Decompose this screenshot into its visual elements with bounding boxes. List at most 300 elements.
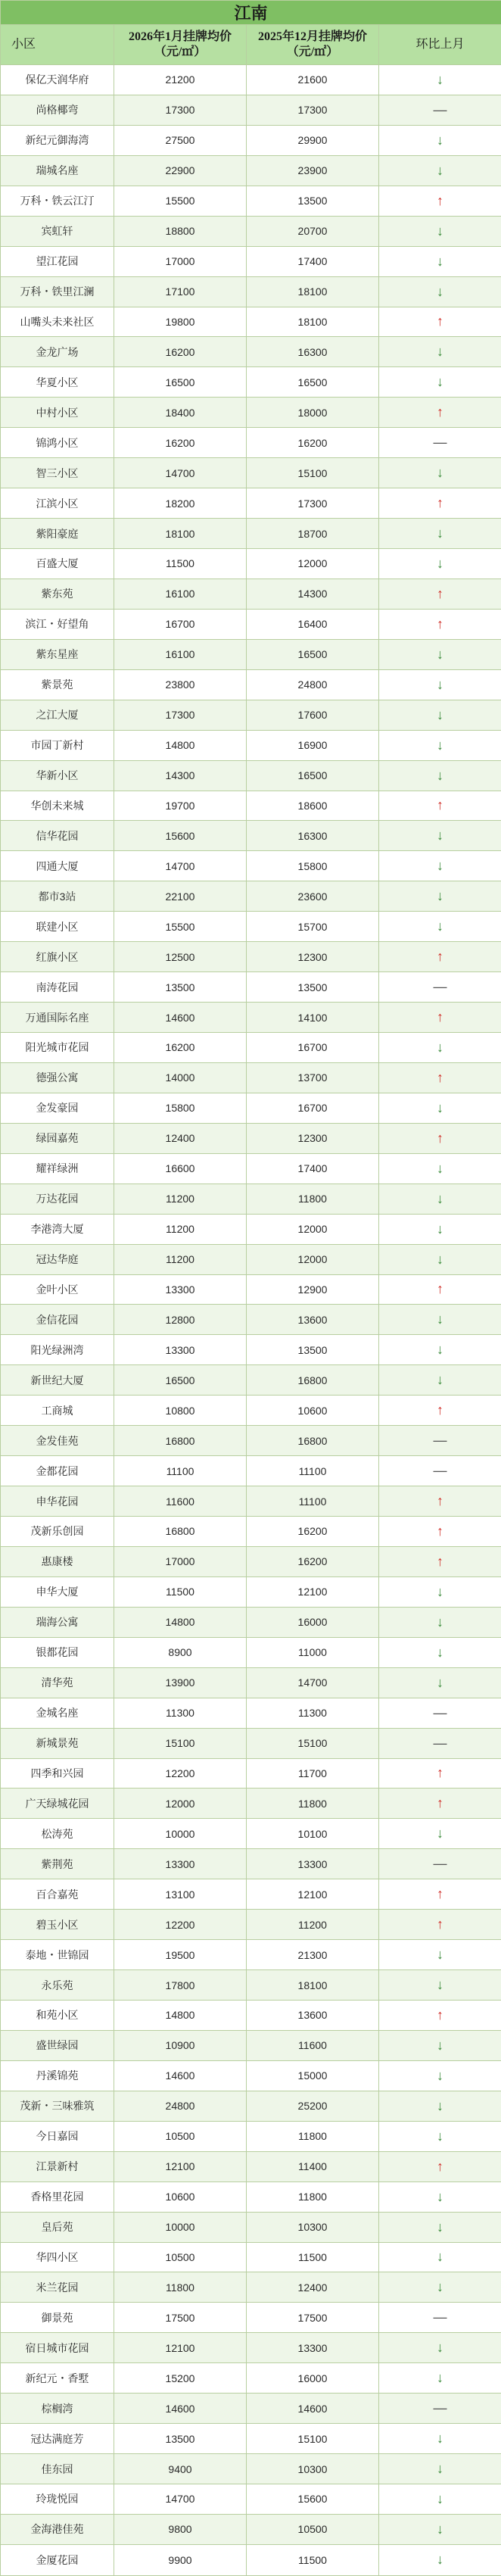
cell-dec-price: 15000 (247, 2060, 379, 2091)
cell-dec-price: 16300 (247, 821, 379, 851)
cell-trend: ↓ (379, 1576, 501, 1607)
cell-trend: ↓ (379, 1244, 501, 1274)
table-row (1, 1214, 501, 1244)
cell-dec-price: 11800 (247, 1184, 379, 1214)
cell-jan-price: 10000 (114, 1819, 247, 1849)
cell-community-name: 万科・铁里江澜 (1, 276, 114, 307)
cell-jan-price: 14600 (114, 2060, 247, 2091)
cell-trend: ↓ (379, 2060, 501, 2091)
cell-jan-price: 12200 (114, 1758, 247, 1789)
cell-jan-price: 22900 (114, 155, 247, 186)
cell-dec-price: 18700 (247, 519, 379, 549)
cell-community-name: 盛世绿园 (1, 2030, 114, 2060)
cell-dec-price: 15600 (247, 2484, 379, 2515)
cell-jan-price: 14600 (114, 1003, 247, 1033)
cell-community-name: 滨江・好望角 (1, 609, 114, 639)
cell-jan-price: 16200 (114, 428, 247, 458)
table-header-row (1, 25, 501, 65)
cell-dec-price: 11000 (247, 1637, 379, 1667)
cell-jan-price: 14800 (114, 1607, 247, 1637)
cell-jan-price: 11200 (114, 1214, 247, 1244)
table-row (1, 1274, 501, 1305)
table-row (1, 1184, 501, 1214)
cell-trend: ↓ (379, 669, 501, 700)
cell-dec-price: 10500 (247, 2514, 379, 2544)
table-row (1, 2363, 501, 2394)
cell-trend: ↓ (379, 2424, 501, 2454)
table-row (1, 246, 501, 276)
table-row (1, 549, 501, 579)
header-name: 小区 (1, 25, 114, 65)
cell-dec-price: 17400 (247, 1153, 379, 1184)
cell-jan-price: 13300 (114, 1274, 247, 1305)
cell-jan-price: 9400 (114, 2454, 247, 2484)
cell-trend: ↓ (379, 1335, 501, 1365)
cell-jan-price: 16500 (114, 367, 247, 398)
cell-dec-price: 21600 (247, 65, 379, 95)
cell-jan-price: 13100 (114, 1879, 247, 1910)
cell-trend: ↓ (379, 1184, 501, 1214)
cell-trend: ↑ (379, 1758, 501, 1789)
cell-dec-price: 10300 (247, 2212, 379, 2242)
cell-trend: ↓ (379, 2181, 501, 2212)
cell-dec-price: 16500 (247, 367, 379, 398)
cell-community-name: 佳东园 (1, 2454, 114, 2484)
table-row (1, 700, 501, 730)
cell-dec-price: 12100 (247, 1576, 379, 1607)
cell-jan-price: 19800 (114, 307, 247, 337)
cell-trend: ↑ (379, 1123, 501, 1153)
cell-community-name: 新纪元・香墅 (1, 2363, 114, 2394)
table-row (1, 579, 501, 609)
cell-trend: ↓ (379, 65, 501, 95)
cell-jan-price: 12800 (114, 1305, 247, 1335)
table-row (1, 1093, 501, 1123)
table-row (1, 760, 501, 791)
cell-trend: ↓ (379, 549, 501, 579)
table-row (1, 639, 501, 669)
cell-dec-price: 16200 (247, 1546, 379, 1576)
cell-jan-price: 13900 (114, 1667, 247, 1698)
cell-jan-price: 14700 (114, 458, 247, 488)
table-row (1, 1517, 501, 1547)
table-row (1, 2454, 501, 2484)
cell-community-name: 新城景苑 (1, 1728, 114, 1758)
cell-dec-price: 29900 (247, 125, 379, 155)
cell-community-name: 紫东苑 (1, 579, 114, 609)
cell-jan-price: 17300 (114, 700, 247, 730)
cell-dec-price: 11200 (247, 1910, 379, 1940)
cell-trend: ↑ (379, 609, 501, 639)
cell-trend: ↓ (379, 1970, 501, 2001)
cell-trend: ↓ (379, 2242, 501, 2272)
cell-trend: ↑ (379, 1789, 501, 1819)
cell-trend: ↓ (379, 2333, 501, 2363)
cell-community-name: 阳光城市花园 (1, 1033, 114, 1063)
cell-jan-price: 17100 (114, 276, 247, 307)
table-row (1, 1456, 501, 1486)
table-row (1, 2484, 501, 2515)
cell-dec-price: 11800 (247, 2181, 379, 2212)
cell-community-name: 米兰花园 (1, 2272, 114, 2303)
cell-dec-price: 11100 (247, 1486, 379, 1517)
cell-jan-price: 15100 (114, 1728, 247, 1758)
cell-dec-price: 14700 (247, 1667, 379, 1698)
cell-community-name: 丹溪锦苑 (1, 2060, 114, 2091)
table-row (1, 367, 501, 398)
cell-dec-price: 10300 (247, 2454, 379, 2484)
cell-trend: ↓ (379, 2363, 501, 2394)
header-dec-unit: （元/㎡） (286, 45, 339, 58)
cell-community-name: 金发豪园 (1, 1093, 114, 1123)
table-row (1, 1667, 501, 1698)
cell-community-name: 和苑小区 (1, 2001, 114, 2031)
cell-trend: — (379, 428, 501, 458)
cell-jan-price: 15500 (114, 912, 247, 942)
table-row (1, 912, 501, 942)
cell-trend: ↑ (379, 1879, 501, 1910)
table-row (1, 428, 501, 458)
cell-dec-price: 15800 (247, 851, 379, 881)
cell-jan-price: 16700 (114, 609, 247, 639)
cell-community-name: 江景新村 (1, 2151, 114, 2181)
cell-dec-price: 17400 (247, 246, 379, 276)
cell-community-name: 四通大厦 (1, 851, 114, 881)
cell-trend: ↓ (379, 1637, 501, 1667)
cell-dec-price: 13300 (247, 1849, 379, 1879)
cell-community-name: 冠达华庭 (1, 1244, 114, 1274)
cell-community-name: 茂新・三味雅筑 (1, 2091, 114, 2121)
cell-jan-price: 13500 (114, 972, 247, 1003)
cell-dec-price: 21300 (247, 1940, 379, 1970)
cell-trend: ↑ (379, 398, 501, 428)
cell-trend: ↑ (379, 579, 501, 609)
table-row (1, 2030, 501, 2060)
cell-jan-price: 16800 (114, 1517, 247, 1547)
cell-community-name: 御景苑 (1, 2303, 114, 2333)
table-row (1, 2303, 501, 2333)
table-row (1, 1153, 501, 1184)
cell-jan-price: 16200 (114, 337, 247, 367)
cell-dec-price: 16700 (247, 1093, 379, 1123)
cell-community-name: 市园丁新村 (1, 730, 114, 760)
cell-community-name: 华新小区 (1, 760, 114, 791)
table-row (1, 1335, 501, 1365)
table-row (1, 2091, 501, 2121)
cell-community-name: 清华苑 (1, 1667, 114, 1698)
table-row (1, 2242, 501, 2272)
cell-trend: ↓ (379, 821, 501, 851)
cell-jan-price: 12200 (114, 1910, 247, 1940)
cell-trend: ↑ (379, 1062, 501, 1093)
cell-jan-price: 23800 (114, 669, 247, 700)
cell-trend: ↓ (379, 2212, 501, 2242)
table-row (1, 1305, 501, 1335)
cell-jan-price: 13500 (114, 2424, 247, 2454)
table-row (1, 1033, 501, 1063)
cell-dec-price: 16200 (247, 428, 379, 458)
table-row (1, 2394, 501, 2424)
cell-jan-price: 15800 (114, 1093, 247, 1123)
cell-trend: — (379, 972, 501, 1003)
cell-jan-price: 10800 (114, 1396, 247, 1426)
cell-community-name: 紫阳豪庭 (1, 519, 114, 549)
cell-community-name: 阳光绿洲湾 (1, 1335, 114, 1365)
cell-jan-price: 27500 (114, 125, 247, 155)
cell-jan-price: 14800 (114, 2001, 247, 2031)
table-row (1, 276, 501, 307)
cell-jan-price: 17800 (114, 1970, 247, 2001)
cell-trend: ↓ (379, 881, 501, 912)
cell-jan-price: 11300 (114, 1698, 247, 1728)
cell-jan-price: 9800 (114, 2514, 247, 2544)
cell-jan-price: 12500 (114, 942, 247, 972)
cell-jan-price: 21200 (114, 65, 247, 95)
cell-dec-price: 17600 (247, 700, 379, 730)
table-row (1, 2151, 501, 2181)
cell-community-name: 棕榈湾 (1, 2394, 114, 2424)
cell-jan-price: 13300 (114, 1849, 247, 1879)
cell-trend: — (379, 1698, 501, 1728)
cell-dec-price: 16000 (247, 2363, 379, 2394)
cell-trend: ↓ (379, 730, 501, 760)
cell-trend: ↑ (379, 942, 501, 972)
cell-dec-price: 12900 (247, 1274, 379, 1305)
cell-dec-price: 14600 (247, 2394, 379, 2424)
cell-community-name: 泰地・世锦园 (1, 1940, 114, 1970)
cell-jan-price: 11800 (114, 2272, 247, 2303)
table-row (1, 186, 501, 216)
table-row (1, 216, 501, 246)
cell-jan-price: 11200 (114, 1244, 247, 1274)
cell-dec-price: 18100 (247, 1970, 379, 2001)
cell-community-name: 德强公寓 (1, 1062, 114, 1093)
table-row (1, 1062, 501, 1093)
cell-jan-price: 16200 (114, 1033, 247, 1063)
cell-dec-price: 16800 (247, 1365, 379, 1396)
table-row (1, 1910, 501, 1940)
table-row (1, 1396, 501, 1426)
cell-community-name: 皇后苑 (1, 2212, 114, 2242)
cell-community-name: 华夏小区 (1, 367, 114, 398)
table-row (1, 1849, 501, 1879)
cell-trend: ↓ (379, 216, 501, 246)
table-row (1, 1123, 501, 1153)
cell-dec-price: 17300 (247, 95, 379, 125)
cell-community-name: 锦鸿小区 (1, 428, 114, 458)
cell-jan-price: 14600 (114, 2394, 247, 2424)
table-row (1, 2181, 501, 2212)
cell-community-name: 金都花园 (1, 1456, 114, 1486)
cell-dec-price: 17500 (247, 2303, 379, 2333)
table-row (1, 1003, 501, 1033)
cell-dec-price: 16800 (247, 1426, 379, 1456)
cell-jan-price: 12000 (114, 1789, 247, 1819)
header-jan-label: 2026年1月挂牌均价 (128, 30, 232, 43)
cell-jan-price: 17500 (114, 2303, 247, 2333)
cell-community-name: 绿园嘉苑 (1, 1123, 114, 1153)
cell-community-name: 紫荆苑 (1, 1849, 114, 1879)
cell-community-name: 山嘴头未来社区 (1, 307, 114, 337)
table-row (1, 65, 501, 95)
cell-community-name: 保亿天润华府 (1, 65, 114, 95)
cell-dec-price: 11100 (247, 1456, 379, 1486)
cell-jan-price: 14700 (114, 2484, 247, 2515)
cell-community-name: 红旗小区 (1, 942, 114, 972)
cell-trend: ↓ (379, 2030, 501, 2060)
cell-trend: — (379, 1426, 501, 1456)
cell-trend: — (379, 1728, 501, 1758)
cell-dec-price: 12300 (247, 1123, 379, 1153)
cell-dec-price: 18100 (247, 276, 379, 307)
cell-dec-price: 11400 (247, 2151, 379, 2181)
cell-community-name: 今日嘉园 (1, 2121, 114, 2151)
cell-jan-price: 12400 (114, 1123, 247, 1153)
cell-jan-price: 18200 (114, 488, 247, 519)
table-row (1, 2272, 501, 2303)
cell-jan-price: 19700 (114, 791, 247, 821)
cell-community-name: 银都花园 (1, 1637, 114, 1667)
cell-trend: ↑ (379, 186, 501, 216)
cell-trend: ↓ (379, 519, 501, 549)
cell-community-name: 紫东星座 (1, 639, 114, 669)
cell-jan-price: 10900 (114, 2030, 247, 2060)
cell-community-name: 李港湾大厦 (1, 1214, 114, 1244)
cell-trend: ↓ (379, 700, 501, 730)
cell-community-name: 惠康楼 (1, 1546, 114, 1576)
table-row (1, 1426, 501, 1456)
cell-trend: ↑ (379, 791, 501, 821)
cell-community-name: 中村小区 (1, 398, 114, 428)
cell-community-name: 永乐苑 (1, 1970, 114, 2001)
cell-community-name: 香格里花园 (1, 2181, 114, 2212)
cell-community-name: 金城名座 (1, 1698, 114, 1728)
cell-trend: ↓ (379, 760, 501, 791)
cell-jan-price: 11600 (114, 1486, 247, 1517)
cell-community-name: 江滨小区 (1, 488, 114, 519)
table-row (1, 1789, 501, 1819)
cell-trend: ↓ (379, 2484, 501, 2515)
cell-jan-price: 18100 (114, 519, 247, 549)
cell-dec-price: 12400 (247, 2272, 379, 2303)
cell-community-name: 金信花园 (1, 1305, 114, 1335)
table-row (1, 791, 501, 821)
cell-community-name: 都市3站 (1, 881, 114, 912)
cell-dec-price: 10600 (247, 1396, 379, 1426)
cell-community-name: 宾虹轩 (1, 216, 114, 246)
cell-dec-price: 12000 (247, 1214, 379, 1244)
cell-trend: ↑ (379, 488, 501, 519)
table-row (1, 2424, 501, 2454)
table-row (1, 972, 501, 1003)
cell-jan-price: 16100 (114, 639, 247, 669)
cell-dec-price: 14100 (247, 1003, 379, 1033)
table-row (1, 2514, 501, 2544)
cell-community-name: 万通国际名座 (1, 1003, 114, 1033)
table-row (1, 2121, 501, 2151)
cell-dec-price: 13500 (247, 1335, 379, 1365)
cell-jan-price: 16100 (114, 579, 247, 609)
cell-trend: ↓ (379, 1607, 501, 1637)
cell-community-name: 智三小区 (1, 458, 114, 488)
cell-dec-price: 11500 (247, 2242, 379, 2272)
cell-trend: ↑ (379, 2151, 501, 2181)
table-row (1, 1758, 501, 1789)
cell-community-name: 紫景苑 (1, 669, 114, 700)
cell-dec-price: 15100 (247, 1728, 379, 1758)
cell-community-name: 茂新乐创园 (1, 1517, 114, 1547)
cell-trend: ↓ (379, 1305, 501, 1335)
cell-dec-price: 11800 (247, 2121, 379, 2151)
table-row (1, 1819, 501, 1849)
table-row (1, 1970, 501, 2001)
cell-dec-price: 12100 (247, 1879, 379, 1910)
table-row (1, 730, 501, 760)
cell-jan-price: 9900 (114, 2544, 247, 2575)
cell-community-name: 新纪元御海湾 (1, 125, 114, 155)
table-row (1, 851, 501, 881)
cell-jan-price: 10500 (114, 2242, 247, 2272)
cell-trend: ↓ (379, 367, 501, 398)
table-row (1, 307, 501, 337)
cell-jan-price: 16600 (114, 1153, 247, 1184)
cell-dec-price: 13700 (247, 1062, 379, 1093)
cell-trend: ↑ (379, 1396, 501, 1426)
cell-trend: — (379, 1849, 501, 1879)
table-row (1, 458, 501, 488)
table-body (1, 65, 501, 2576)
cell-community-name: 玲珑悦园 (1, 2484, 114, 2515)
cell-jan-price: 11100 (114, 1456, 247, 1486)
cell-community-name: 新世纪大厦 (1, 1365, 114, 1396)
table-row (1, 2544, 501, 2575)
cell-jan-price: 17000 (114, 246, 247, 276)
cell-dec-price: 11600 (247, 2030, 379, 2060)
cell-community-name: 瑞海公寓 (1, 1607, 114, 1637)
cell-community-name: 申华花园 (1, 1486, 114, 1517)
table-row (1, 1546, 501, 1576)
cell-community-name: 碧玉小区 (1, 1910, 114, 1940)
cell-trend: ↓ (379, 1153, 501, 1184)
cell-jan-price: 24800 (114, 2091, 247, 2121)
cell-community-name: 松涛苑 (1, 1819, 114, 1849)
table-row (1, 1607, 501, 1637)
table-row (1, 1576, 501, 1607)
cell-jan-price: 14000 (114, 1062, 247, 1093)
cell-community-name: 四季和兴园 (1, 1758, 114, 1789)
table-row (1, 1637, 501, 1667)
cell-trend: ↓ (379, 912, 501, 942)
table-title: 江南 (1, 1, 501, 25)
cell-trend: ↓ (379, 155, 501, 186)
cell-dec-price: 13500 (247, 972, 379, 1003)
cell-trend: ↓ (379, 2544, 501, 2575)
table-row (1, 2333, 501, 2363)
cell-jan-price: 15600 (114, 821, 247, 851)
cell-trend: — (379, 2303, 501, 2333)
table-row (1, 1486, 501, 1517)
cell-dec-price: 14300 (247, 579, 379, 609)
table-row (1, 1365, 501, 1396)
cell-community-name: 万科・铁云江汀 (1, 186, 114, 216)
cell-dec-price: 25200 (247, 2091, 379, 2121)
cell-jan-price: 11500 (114, 1576, 247, 1607)
cell-dec-price: 15100 (247, 2424, 379, 2454)
table-row (1, 881, 501, 912)
table-row (1, 1244, 501, 1274)
table-row (1, 669, 501, 700)
table-row (1, 95, 501, 125)
